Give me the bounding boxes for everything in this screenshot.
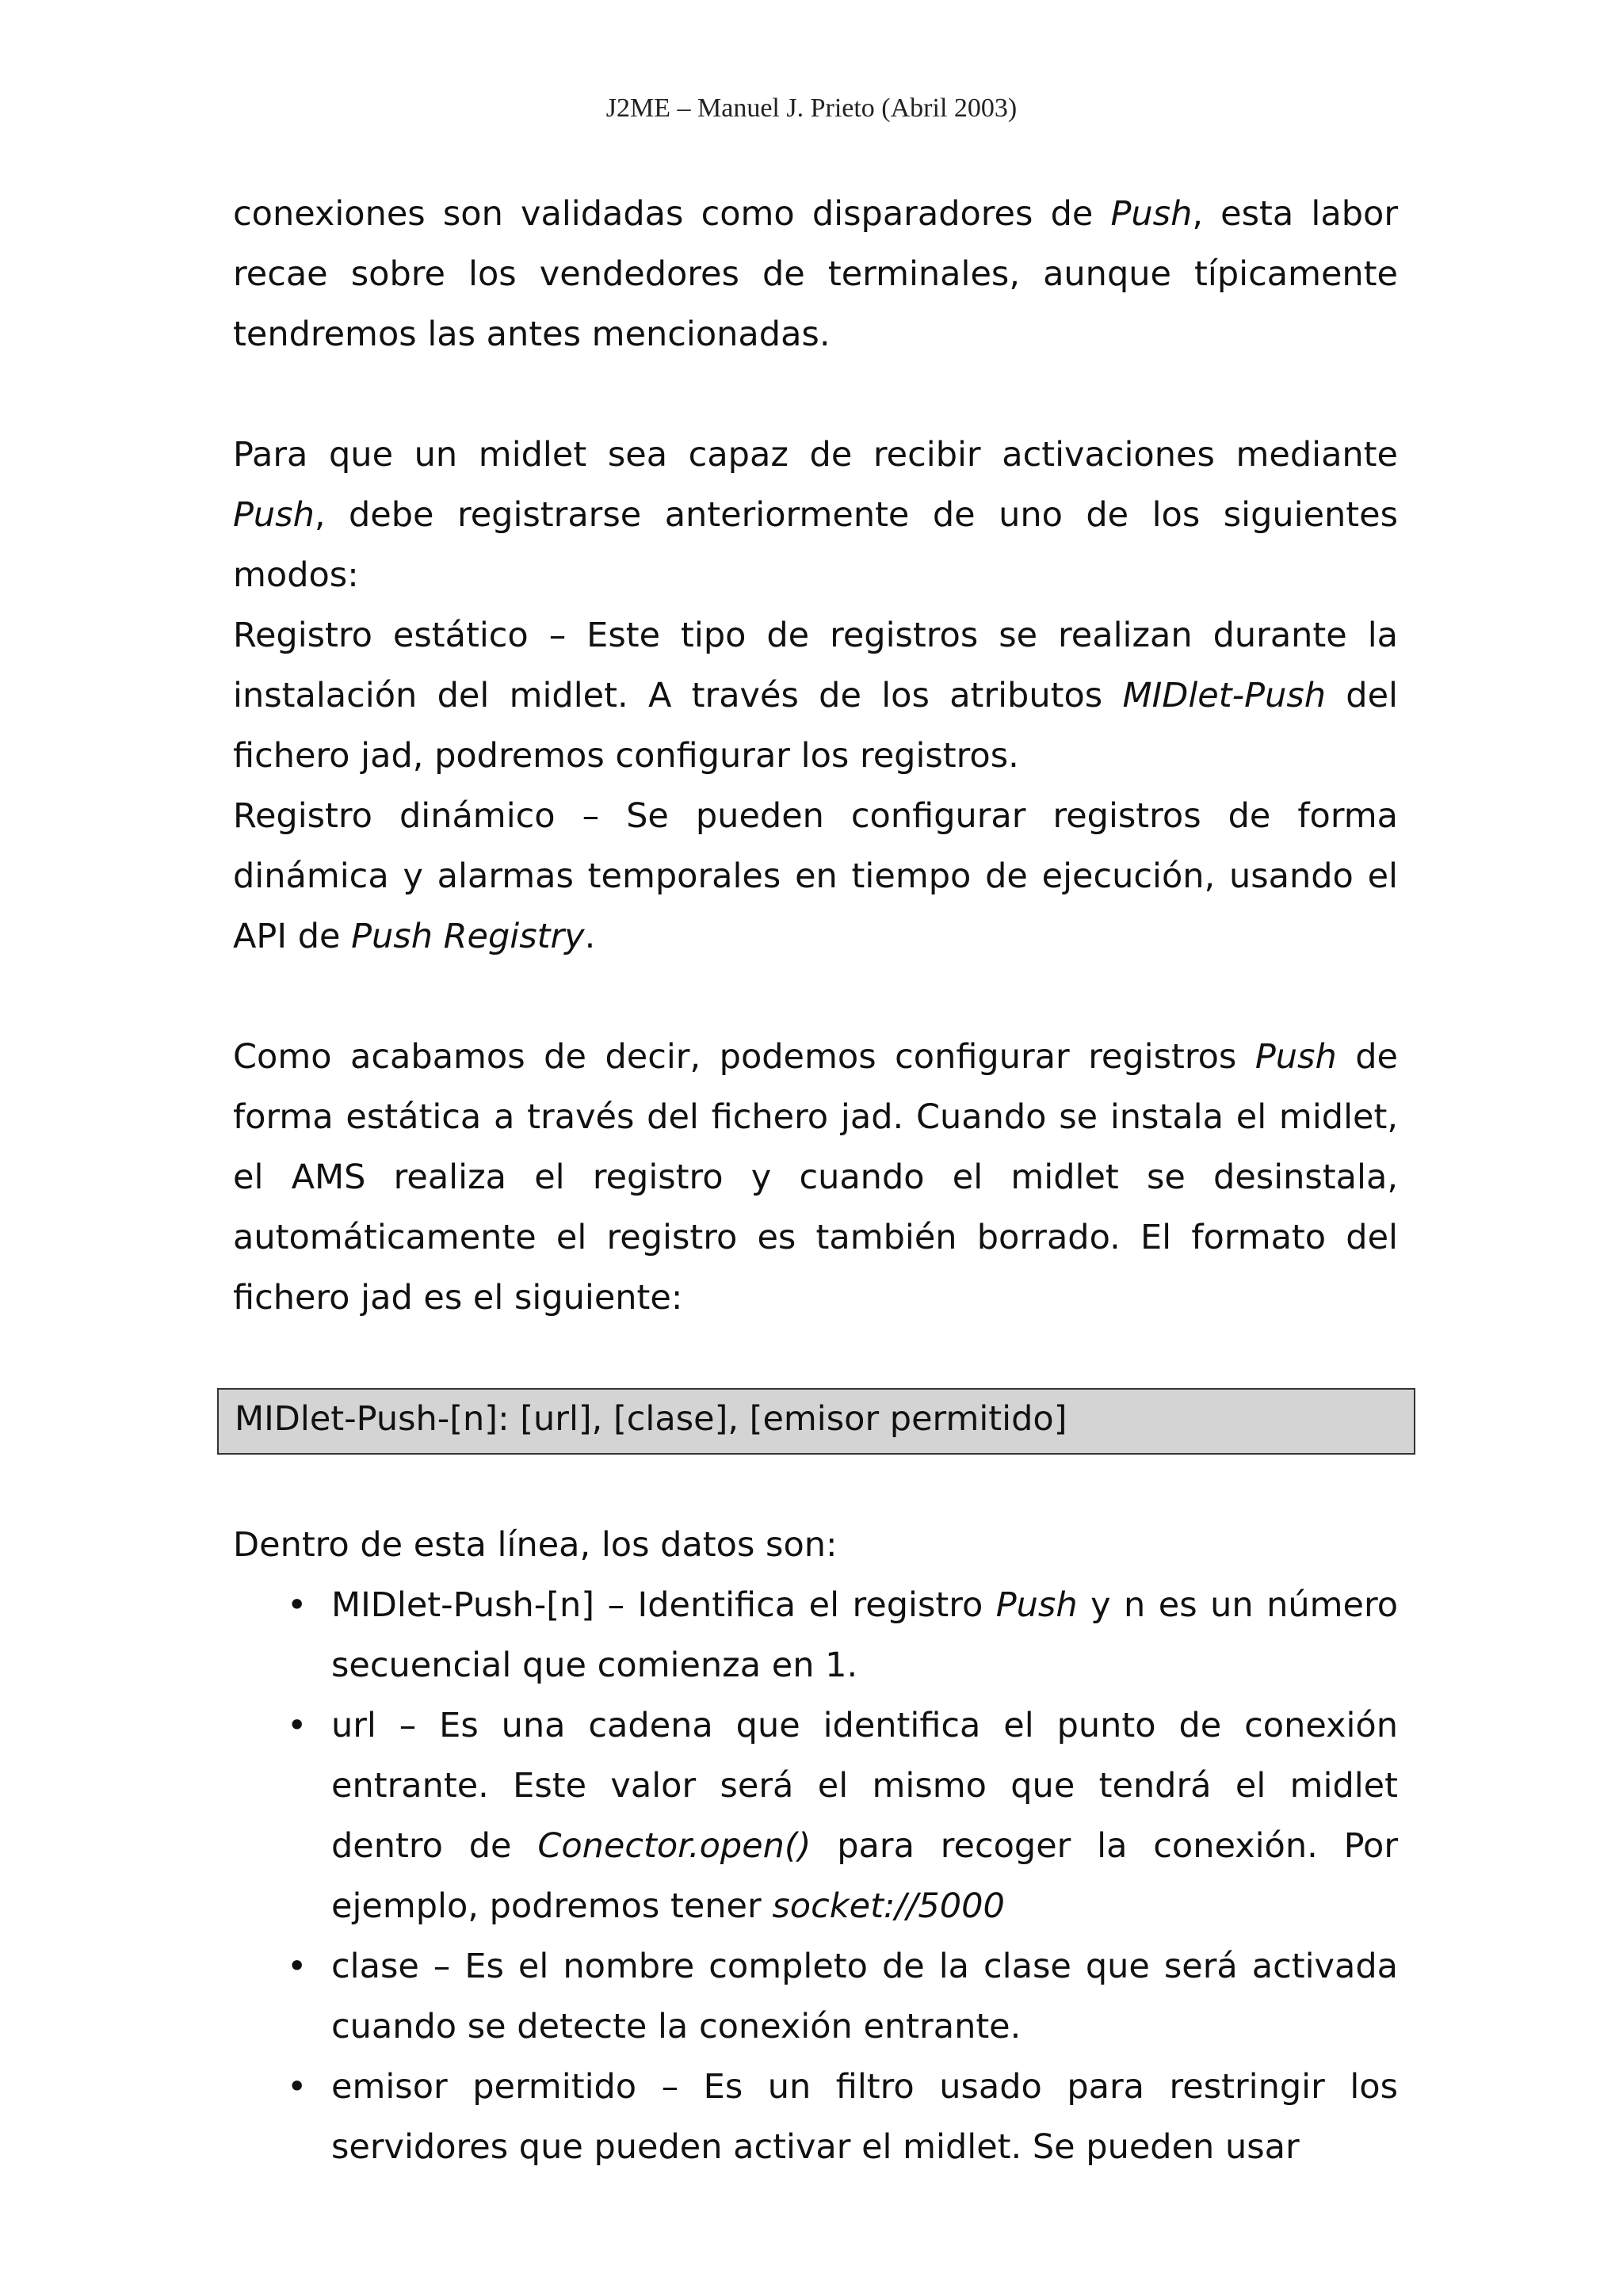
bullet-icon: •	[287, 2067, 307, 2107]
text-run: para recoger la conexión. Por ejemplo, podremos tener	[331, 1826, 1398, 1926]
list-item	[233, 1575, 1398, 1695]
text-run: de forma estática a través del fichero jad. Cuando se instala el midlet, el AMS realiza el registro y cuando el midlet se desinstala, automáticamente el registro es también borrado. El formato del fichero jad es el siguiente:	[233, 1037, 1398, 1318]
list-item	[233, 1695, 1398, 1936]
italic-term: Push	[995, 1585, 1078, 1625]
list-item	[233, 1936, 1398, 2057]
field-list	[233, 1575, 1398, 2177]
jad-format-code-box: MIDlet-Push-[n]: [url], [clase], [emisor permitido]	[217, 1388, 1415, 1455]
italic-term: socket://5000	[772, 1886, 1005, 1926]
italic-term: Conector.open()	[537, 1826, 812, 1866]
italic-term: Push	[1110, 194, 1193, 234]
paragraph-registration-intro	[233, 425, 1398, 605]
italic-term: Push	[233, 495, 315, 535]
text-run: y n es un número secuencial que comienza en 1.	[331, 1585, 1399, 1685]
text-run: url – Es una cadena que identifica el punto de conexión entrante. Este valor será el mismo que tendrá el midlet dentro de	[331, 1706, 1398, 1866]
text-run: del fichero jad, podremos configurar los registros.	[233, 676, 1398, 776]
italic-term: Push	[1254, 1037, 1337, 1077]
body-text	[233, 184, 1398, 2177]
text-run: MIDlet-Push-[n] – Identifica el registro	[331, 1585, 996, 1625]
text-run: Registro dinámico – Se pueden configurar registros de forma dinámica y alarmas temporales en tiempo de ejecución, usando el API de	[233, 796, 1398, 956]
paragraph-jad-format	[233, 1027, 1398, 1328]
bullet-icon: •	[287, 1585, 307, 1625]
text-run: , debe registrarse anteriormente de uno de los siguientes modos:	[233, 495, 1398, 595]
text-run: Registro estático – Este tipo de registros se realizan durante la instalación del midlet. A través de los atributos	[233, 616, 1398, 715]
bullet-icon: •	[287, 1947, 307, 1986]
italic-term: MIDlet-Push	[1122, 676, 1326, 715]
paragraph-push-validation	[233, 184, 1398, 364]
paragraph-static-registration	[233, 605, 1398, 786]
text-run: Para que un midlet sea capaz de recibir activaciones mediante	[233, 435, 1398, 475]
paragraph-data-intro: Dentro de esta línea, los datos son:	[233, 1525, 838, 1565]
text-run: Como acabamos de decir, podemos configurar registros	[233, 1037, 1255, 1077]
running-header: J2ME – Manuel J. Prieto (Abril 2003)	[605, 93, 1018, 123]
text-run: clase – Es el nombre completo de la clase que será activada cuando se detecte la conexión entrante.	[331, 1947, 1398, 2046]
text-run: .	[584, 917, 596, 956]
bullet-icon: •	[287, 1706, 307, 1745]
text-run: conexiones son validadas como disparadores de	[233, 194, 1111, 234]
italic-term: Push Registry	[351, 917, 585, 956]
text-run: emisor permitido – Es un filtro usado para restringir los servidores que pueden activar el midlet. Se pueden usar	[331, 2067, 1398, 2167]
list-item	[233, 2057, 1398, 2177]
text-run: , esta labor recae sobre los vendedores de terminales, aunque típicamente tendremos las antes mencionadas.	[233, 194, 1398, 354]
paragraph-dynamic-registration	[233, 786, 1398, 967]
